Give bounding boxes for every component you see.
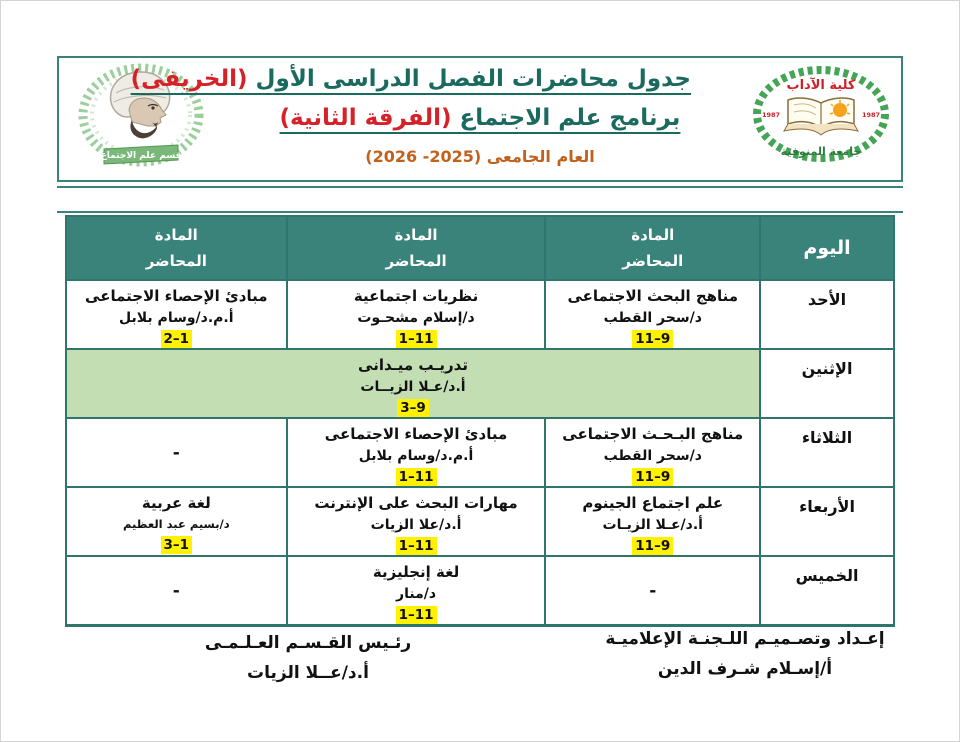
time-badge: 9–3 [397,399,429,417]
lecturer-header-label: المحاضر [145,252,207,270]
subject-column-header [545,216,760,280]
lecturer-label: أ.د/عـلا الزيــات [360,378,466,395]
lecturer-label: أ.م.د/وسام بلابل [119,309,234,326]
subject-label: لغة عربية [141,494,211,513]
schedule-cell [545,418,760,487]
department-head-signature [152,633,464,683]
subtitle-main-text: برنامج علم الاجتماع [451,104,681,131]
schedule-cell [287,418,546,487]
schedule-cell [66,418,287,487]
table-row [66,556,894,626]
lecturer-label: د/منار [396,585,437,602]
time-badge: 11–1 [396,468,437,486]
title-main-text: جدول محاضرات الفصل الدراسى الأول [247,66,691,92]
day-cell [760,280,894,349]
time-badge: 1–3 [161,536,193,554]
schedule-cell [287,556,546,626]
schedule-cell [287,487,546,556]
lecturer-label: د/سحر القطب [603,447,702,464]
subtitle-accent-text: (الفرقة الثانية) [279,104,452,131]
time-badge: 11–1 [396,330,437,348]
subject-label: لغة إنجليزية [372,563,460,582]
academic-year-line: العام الجامعى (2025- 2026) [365,146,595,166]
faculty-logo-university: جامعة المنوفية [780,145,862,158]
schedule-table-body [66,280,894,626]
empty-marker: - [649,580,657,601]
subject-label: علم اجتماع الجينوم [582,494,724,513]
lecturer-header-label: المحاضر [385,252,447,270]
day-cell [760,556,894,626]
schedule-cell [66,280,287,349]
time-badge: 11–1 [396,606,437,624]
faculty-logo-year-right: 1987 [861,111,881,119]
faculty-logo-title: كلية الآداب [786,78,856,93]
faculty-open-book-wreath-icon [747,62,895,164]
title-accent-text: (الخريفى) [130,66,248,92]
time-badge: 9–11 [632,330,673,348]
lecturer-label: د/سحر القطب [603,309,702,326]
schedule-cell [66,487,287,556]
empty-marker: - [172,580,180,601]
schedule-cell [287,280,546,349]
subject-label: نظريات اجتماعية [353,287,479,305]
page-subtitle [269,104,691,134]
subject-label: تدريـب ميـدانى [358,356,468,375]
signature-role: إعـداد وتصـميـم اللـجنـة الإعلاميـة [605,629,885,649]
signature-role: رئـيس القـسـم العـلـمـى [204,633,412,653]
table-row [66,418,894,487]
day-label: الأحد [807,290,847,309]
subject-header-label: المادة [154,225,198,244]
day-cell [760,418,894,487]
subject-label: مهارات البحث على الإنترنت [314,494,518,513]
time-badge: 11–1 [396,537,437,555]
department-logo-caption: قسم علم الاجتماع [100,151,182,161]
time-badge: 1–2 [161,330,193,348]
lecturer-label: أ.د/عـلا الزيـات [602,516,703,533]
separator-strip [57,186,903,213]
subject-label: مناهج البـحـث الاجتماعى [562,425,744,444]
day-label: الثلاثاء [801,428,853,448]
time-badge: 9–11 [632,468,673,486]
table-row [66,349,894,418]
signature-name: أ/إسـلام شـرف الدين [657,659,833,679]
lecturer-label: أ.م.د/وسام بلابل [358,447,474,464]
time-badge: 9–11 [632,537,673,555]
page-title [130,65,691,95]
subject-label: مبادئ الإحصاء الاجتماعى [324,425,508,444]
day-cell [760,487,894,556]
lecturer-label: د/إسلام مشحـوت [357,309,475,326]
signature-name: أ.د/عــلا الزيات [247,663,369,683]
faculty-logo-year-left: 1987 [761,111,781,119]
day-label: الخميس [795,566,859,586]
day-cell [760,349,894,418]
lecturer-label: د/بسيم عبد العظيم [122,516,230,531]
schedule-cell [66,349,760,418]
table-row [66,280,894,349]
table-header-row [66,216,894,280]
subject-header-label: المادة [631,225,675,244]
subject-label: مناهج البحث الاجتماعى [567,287,739,305]
empty-marker: - [172,442,180,463]
subject-column-header [287,216,546,280]
subject-label: مبادئ الإحصاء الاجتماعى [85,287,268,305]
media-committee-signature [588,629,902,679]
lecturer-label: أ.د/علا الزيات [370,516,462,533]
schedule-cell [545,556,760,626]
subject-header-label: المادة [394,225,438,244]
schedule-table [65,215,895,627]
subject-column-header [66,216,287,280]
lecturer-header-label: المحاضر [622,252,684,270]
table-row [66,487,894,556]
day-label: الإثنين [801,359,853,379]
schedule-cell [545,280,760,349]
schedule-cell [545,487,760,556]
day-label: الأربعاء [799,497,855,517]
day-column-header: اليوم [760,216,894,280]
schedule-cell [66,556,287,626]
header-box [57,56,903,182]
